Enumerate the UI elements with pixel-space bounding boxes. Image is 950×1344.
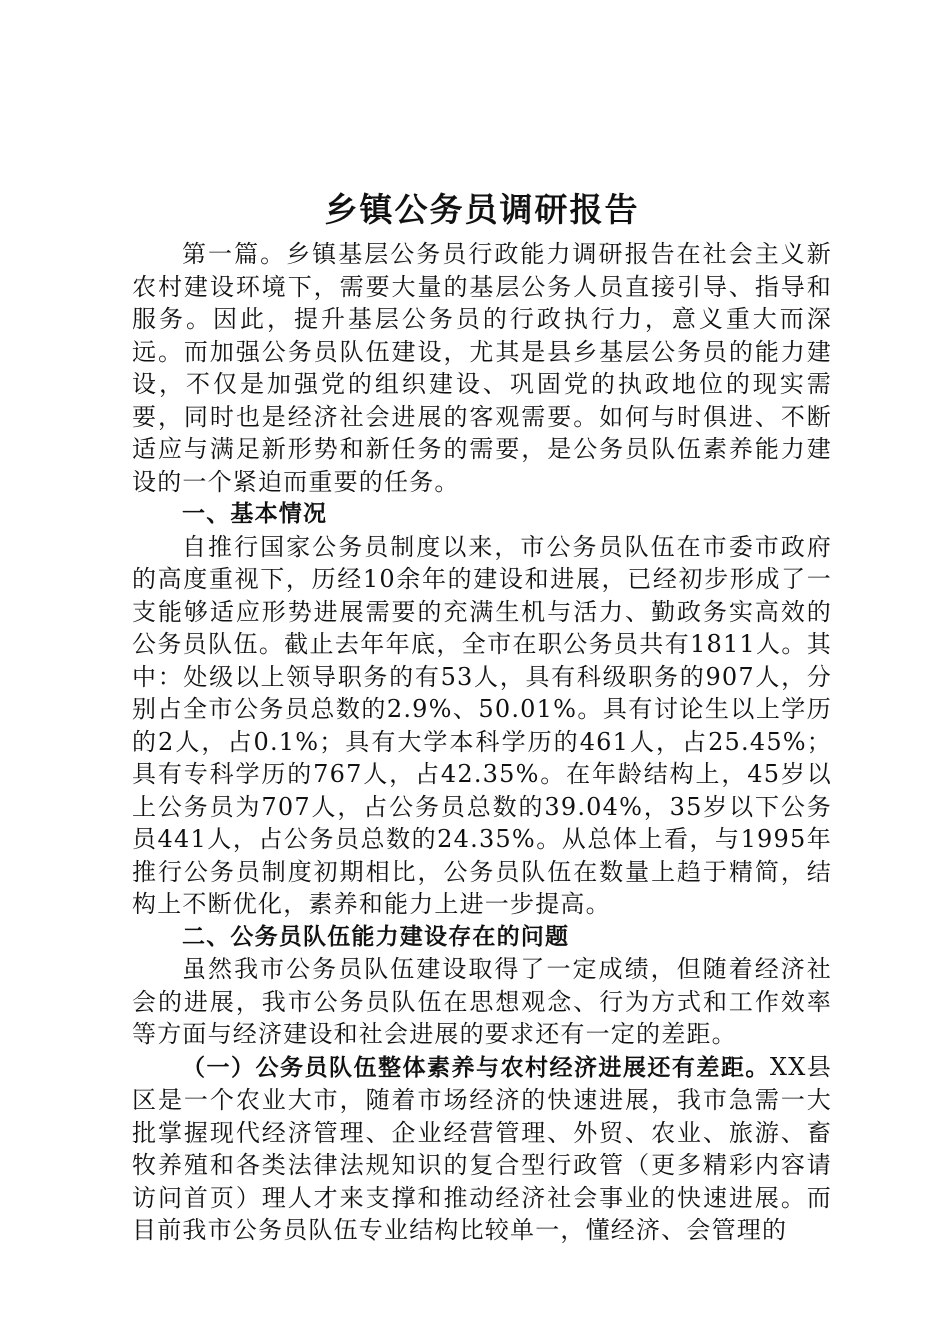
paragraph-basic-situation: 自推行国家公务员制度以来，市公务员队伍在市委市政府的高度重视下，历经10余年的建设和进展，已经初步形成了一支能够适应形势进展需要的充满生机与活力、勤政务实高效的公务员队伍。截止去年年底，全市在职公务员共有1811人。其中：处级以上领导职务的有53人，具有科级职务的907人，分别占全市公务员总数的2.9%、50.01%。具有讨论生以上学历的2人，占0.1%；具有大学本科学历的461人，占25.45%；具有专科学历的767人，占42.35%。在年龄结构上，45岁以上公务员为707人，占公务员总数的39.04%，35岁以下公务员441人，占公务员总数的24.35%。从总体上看，与1995年推行公务员制度初期相比，公务员队伍在数量上趋于精简，结构上不断优化，素养和能力上进一步提高。	[132, 532, 832, 918]
section-heading-problems: 二、公务员队伍能力建设存在的问题	[182, 923, 570, 950]
subsection-heading-1: （一）公务员队伍整体素养与农村经济进展还有差距。	[182, 1054, 770, 1081]
document-title: 乡镇公务员调研报告	[324, 190, 640, 229]
paragraph-intro: 第一篇。乡镇基层公务员行政能力调研报告在社会主义新农村建设环境下，需要大量的基层公务人员直接引导、指导和服务。因此，提升基层公务员的行政执行力，意义重大而深远。而加强公务员队伍建设，尤其是县乡基层公务员的能力建设，不仅是加强党的组织建设、巩固党的执政地位的现实需要，同时也是经济社会进展的客观需要。如何与时俱进、不断适应与满足新形势和新任务的需要，是公务员队伍素养能力建设的一个紧迫而重要的任务。	[132, 240, 832, 496]
paragraph-problem-1	[132, 1051, 832, 1247]
paragraph-problems-intro: 虽然我市公务员队伍建设取得了一定成绩，但随着经济社会的进展，我市公务员队伍在思想观念、行为方式和工作效率等方面与经济建设和社会进展的要求还有一定的差距。	[132, 955, 832, 1048]
document-body	[132, 188, 832, 1247]
section-heading-basic-situation: 一、基本情况	[182, 501, 328, 527]
paragraph-problem-1-text: XX县区是一个农业大市，随着市场经济的快速进展，我市急需一大批掌握现代经济管理、企业经营管理、外贸、农业、旅游、畜牧养殖和各类法律法规知识的复合型行政管（更多精彩内容请访问首页）理人才来支撑和推动经济社会事业的快速进展。而目前我市公务员队伍专业结构比较单一，懂经济、会管理的	[132, 1052, 832, 1244]
